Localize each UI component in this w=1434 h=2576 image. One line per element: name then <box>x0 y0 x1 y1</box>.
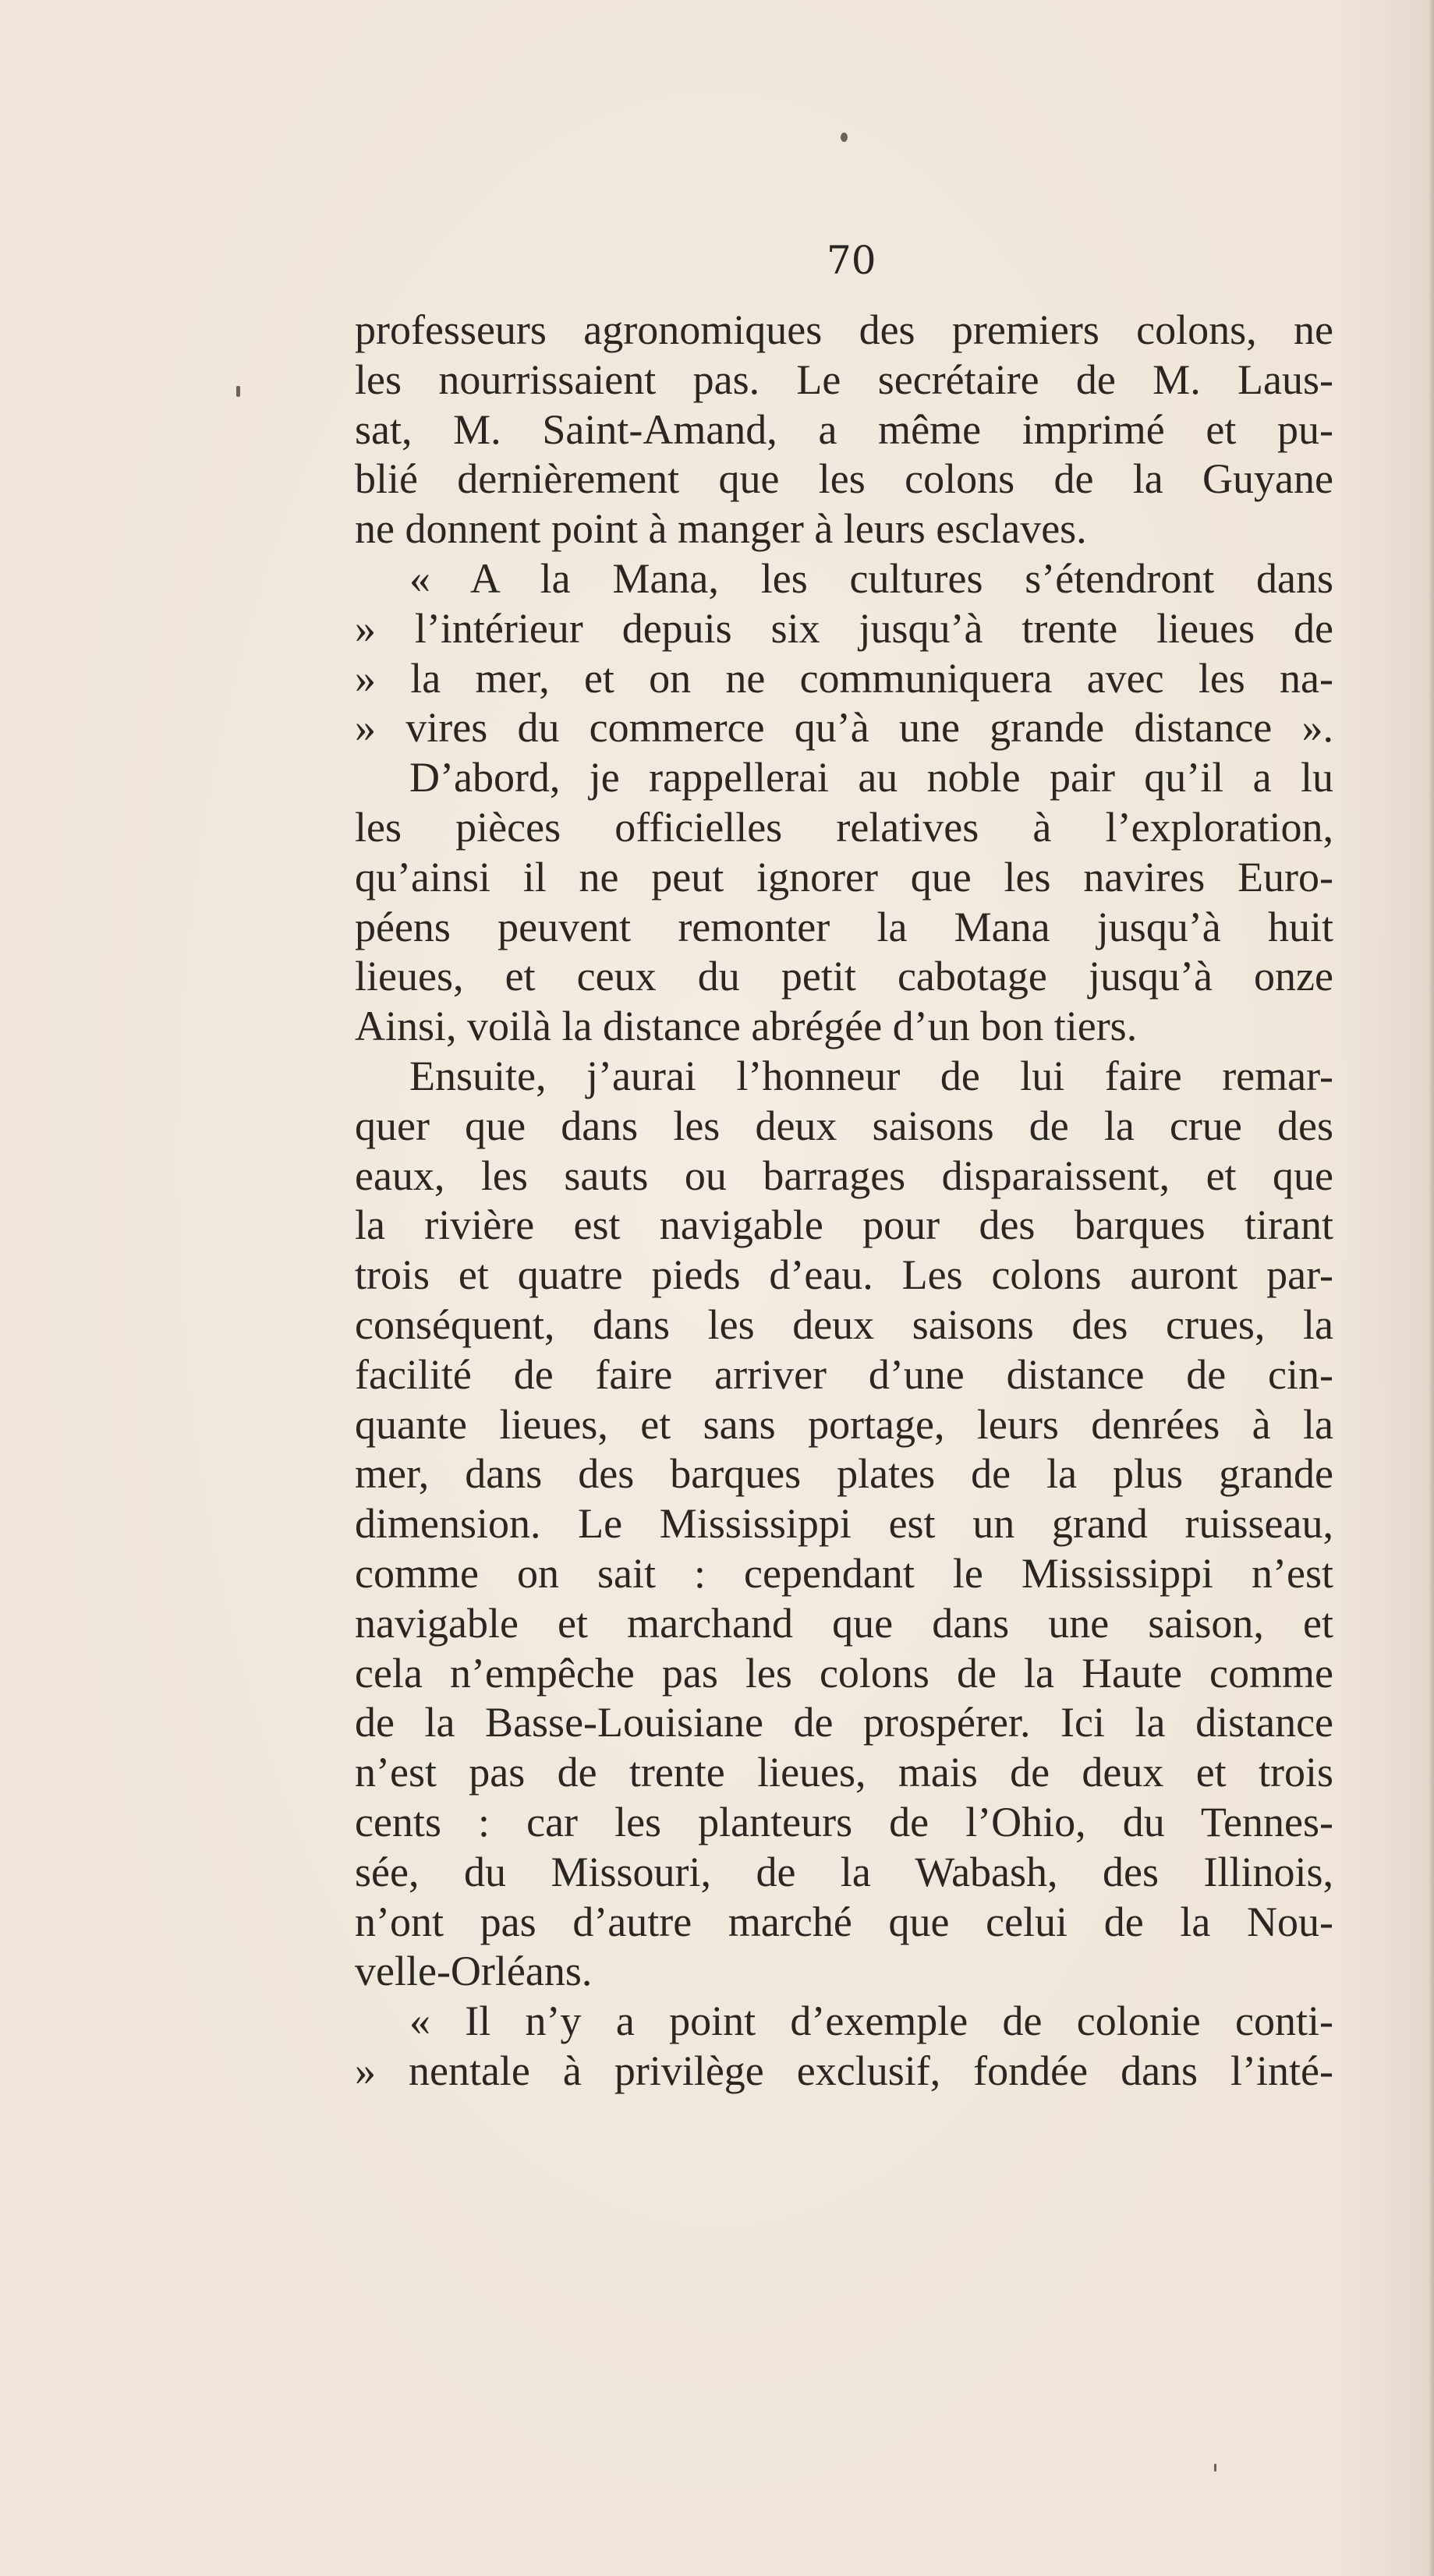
text-line: navigable et marchand que dans une saison, et <box>355 1599 1333 1647</box>
ink-speck <box>1214 2464 1216 2472</box>
text-line: quante lieues, et sans portage, leurs denrées à la <box>355 1400 1333 1448</box>
text-line: sat, M. Saint-Amand, a même imprimé et pu- <box>355 405 1333 453</box>
ink-speck <box>841 133 848 142</box>
text-line: les nourrissaient pas. Le secrétaire de M. Laus- <box>355 356 1333 403</box>
text-line: péens peuvent remonter la Mana jusqu’à huit <box>355 903 1333 950</box>
text-line: comme on sait : cependant le Mississippi n’est <box>355 1549 1333 1597</box>
text-line: n’est pas de trente lieues, mais de deux et trois <box>355 1749 1333 1796</box>
page-number: 70 <box>827 238 876 283</box>
body-text <box>355 306 1333 2097</box>
text-line: cela n’empêche pas les colons de la Haute comme <box>355 1649 1333 1697</box>
text-line: lieues, et ceux du petit cabotage jusqu’à onze <box>355 953 1333 1000</box>
text-line: Ensuite, j’aurai l’honneur de lui faire remar- <box>409 1052 1333 1099</box>
text-line: ne donnent point à manger à leurs esclaves. <box>355 505 1087 553</box>
text-line: velle-Orléans. <box>355 1948 593 1995</box>
text-line: facilité de faire arriver d’une distance de cin- <box>355 1350 1333 1398</box>
text-line: professeurs agronomiques des premiers colons, ne <box>355 306 1333 353</box>
text-line: blié dernièrement que les colons de la Guyane <box>355 455 1333 503</box>
text-line: « Il n’y a point d’exemple de colonie conti- <box>409 1997 1333 2045</box>
text-line: qu’ainsi il ne peut ignorer que les navires Euro- <box>355 853 1333 901</box>
text-line: » la mer, et on ne communiquera avec les na- <box>355 654 1333 702</box>
text-line: les pièces officielles relatives à l’exploration, <box>355 803 1333 851</box>
text-line: conséquent, dans les deux saisons des crues, la <box>355 1300 1333 1348</box>
text-line: D’abord, je rappellerai au noble pair qu’il a lu <box>409 754 1333 801</box>
text-line: Ainsi, voilà la distance abrégée d’un bon tiers. <box>355 1003 1138 1050</box>
text-line: » nentale à privilège exclusif, fondée dans l’inté- <box>355 2047 1333 2094</box>
text-line: mer, dans des barques plates de la plus grande <box>355 1450 1333 1498</box>
text-line: sée, du Missouri, de la Wabash, des Illinois, <box>355 1848 1333 1895</box>
text-line: trois et quatre pieds d’eau. Les colons auront par- <box>355 1251 1333 1299</box>
text-line: eaux, les sauts ou barrages disparaissent, et que <box>355 1152 1333 1199</box>
text-line: n’ont pas d’autre marché que celui de la Nou- <box>355 1898 1333 1945</box>
text-line: » vires du commerce qu’à une grande distance ». <box>355 704 1333 752</box>
text-line: cents : car les planteurs de l’Ohio, du Tennes- <box>355 1798 1333 1845</box>
text-line: de la Basse-Louisiane de prospérer. Ici la distance <box>355 1699 1333 1746</box>
text-line: dimension. Le Mississippi est un grand ruisseau, <box>355 1500 1333 1548</box>
text-line: quer que dans les deux saisons de la crue des <box>355 1102 1333 1149</box>
page-edge-shadow <box>1428 0 1434 2576</box>
ink-speck <box>236 386 240 397</box>
text-line: la rivière est navigable pour des barques tirant <box>355 1201 1333 1249</box>
text-line: » l’intérieur depuis six jusqu’à trente lieues de <box>355 604 1333 652</box>
text-line: « A la Mana, les cultures s’étendront dans <box>409 554 1333 602</box>
